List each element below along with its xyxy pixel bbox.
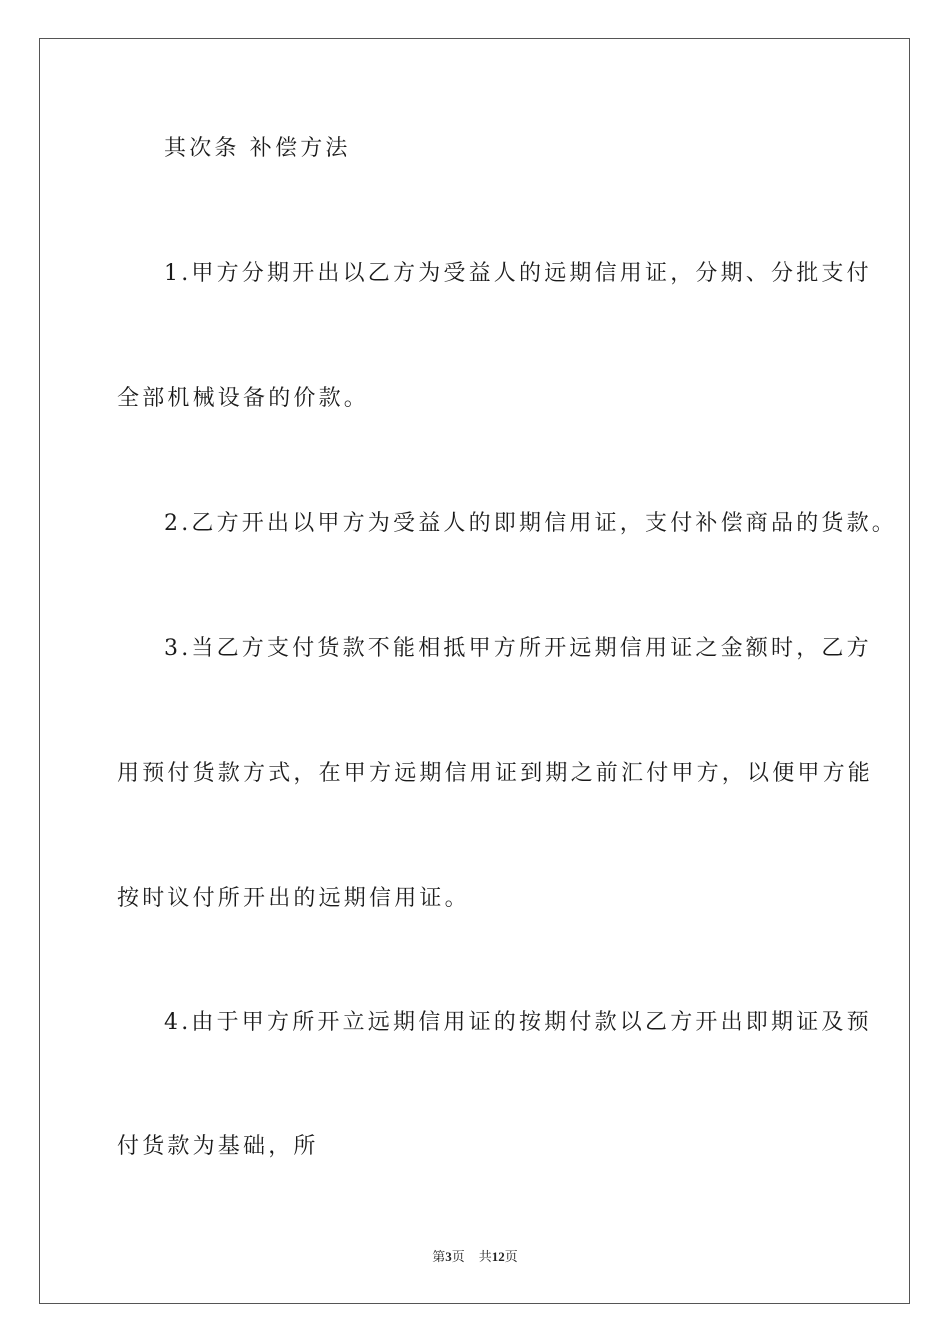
page-prefix: 第	[432, 1249, 446, 1264]
total-suffix: 页	[504, 1249, 518, 1264]
paragraph-4-line-2: 付货款为基础，所	[117, 1134, 319, 1159]
paragraph-1-line-2: 全部机械设备的价款。	[117, 386, 370, 411]
page-footer	[0, 1248, 950, 1266]
paragraph-3-line-3: 按时议付所开出的远期信用证。	[117, 886, 470, 911]
paragraph-2-line-1: 2.乙方开出以甲方为受益人的即期信用证，支付补偿商品的货款。	[164, 511, 897, 536]
total-pages: 12	[491, 1249, 505, 1264]
paragraph-3-line-1: 3.当乙方支付货款不能相抵甲方所开远期信用证之金额时，乙方	[164, 636, 872, 661]
paragraph-3-line-2: 用预付货款方式，在甲方远期信用证到期之前汇付甲方，以便甲方能	[117, 761, 874, 786]
paragraph-4-line-1: 4.由于甲方所开立远期信用证的按期付款以乙方开出即期证及预	[164, 1010, 872, 1035]
section-heading: 其次条 补偿方法	[164, 136, 351, 161]
page-suffix: 页	[451, 1249, 465, 1264]
page-border	[39, 38, 910, 1304]
page-number: 3	[445, 1249, 452, 1264]
total-prefix: 共	[478, 1249, 492, 1264]
paragraph-1-line-1: 1.甲方分期开出以乙方为受益人的远期信用证，分期、分批支付	[164, 261, 872, 286]
